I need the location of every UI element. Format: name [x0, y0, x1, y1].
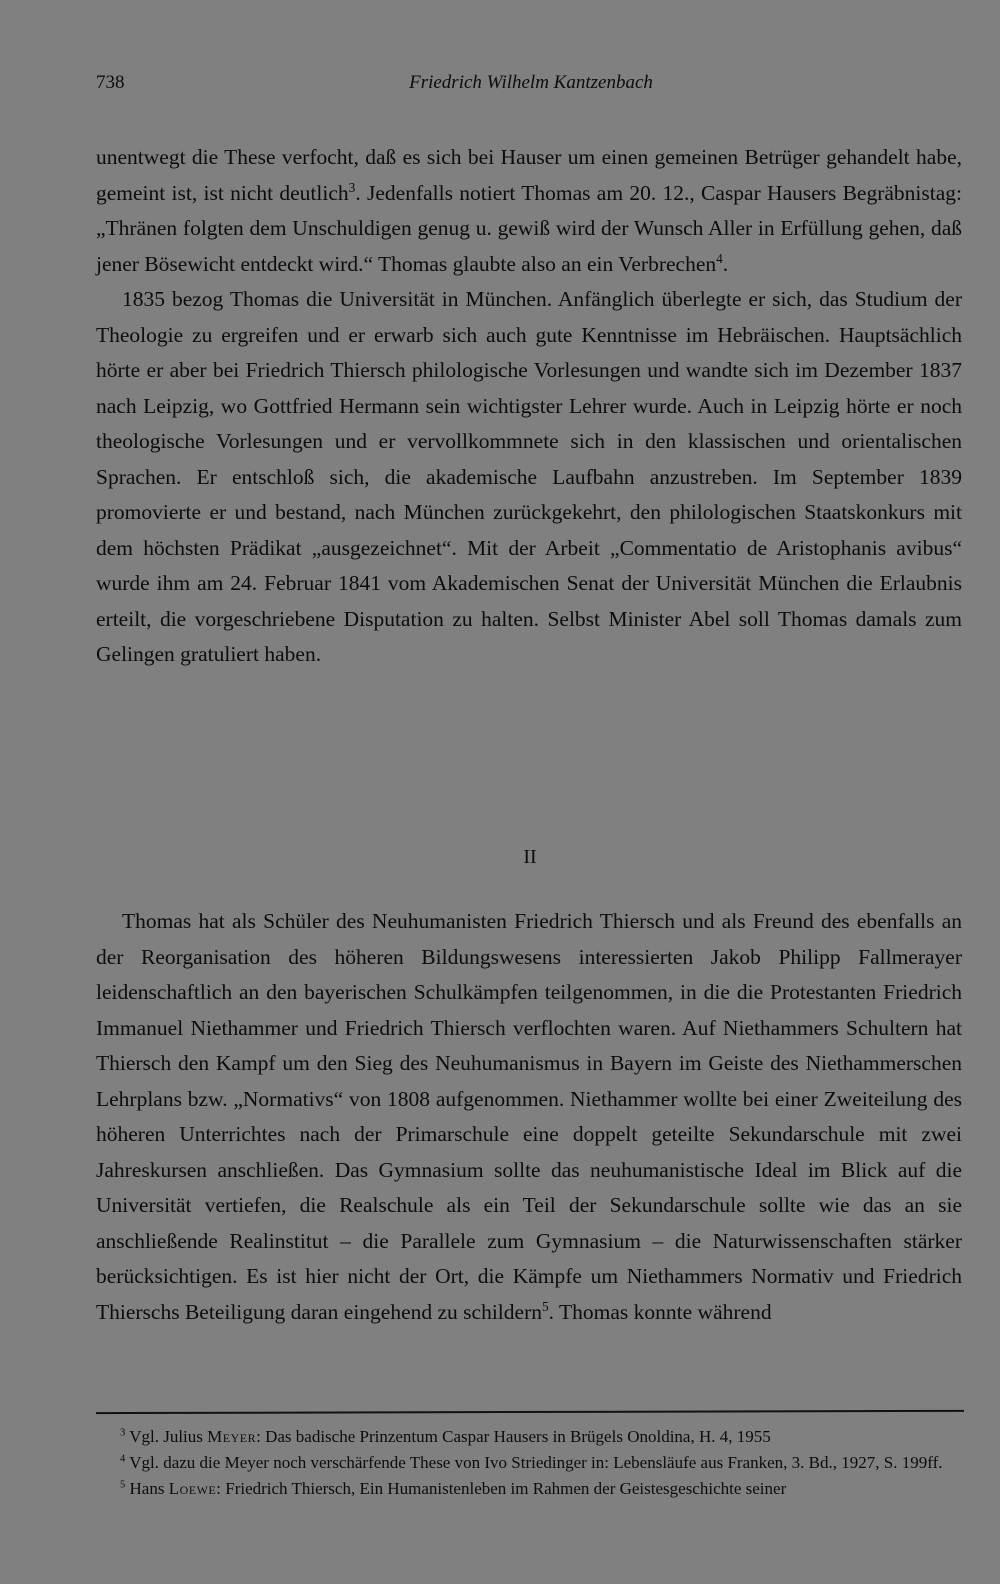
footnote-text: : Friedrich Thiersch, Ein Humanistenleben im Rahmen der Geistesgeschichte seiner: [216, 1479, 787, 1498]
footnote-number: 5: [120, 1479, 126, 1491]
footnote-text: : Das badische Prinzentum Caspar Hausers in Brügels Onoldina, H. 4, 1955: [256, 1427, 771, 1446]
footnote-ref: 4: [716, 250, 723, 266]
body-text-block: [96, 904, 962, 1330]
text-run: unentwegt die These verfocht, daß es sich bei Hauser um einen gemeinen Betrüger gehandelt habe, gemeint ist, ist nicht deutlich: [96, 145, 962, 205]
footnotes: [96, 1424, 962, 1502]
footnote: [96, 1476, 962, 1502]
text-run: . Jedenfalls notiert Thomas am 20. 12., Caspar Hausers Begräbnistag: „Thränen folgten dem Unschuldigen genug u. gewiß wird der Wunsch Aller in Erfüllung gehen, daß jener Bösewicht entdeckt wird.“ Thomas glaubte also an ein Verbrechen: [96, 180, 962, 276]
running-head: Friedrich Wilhelm Kantzenbach: [409, 72, 653, 93]
footnote-text: Vgl. dazu die Meyer noch verschärfende These von Ivo Striedinger in: Lebensläufe aus Franken, 3. Bd., 1927, S. 199ff.: [129, 1453, 943, 1472]
footnote-number: 4: [120, 1453, 126, 1465]
footnote-number: 3: [120, 1427, 126, 1439]
page-number: 738: [96, 72, 125, 93]
paragraph: [96, 140, 962, 282]
page-header: [96, 72, 966, 102]
paragraph: 1835 bezog Thomas die Universität in München. Anfänglich überlegte er sich, das Studium der Theologie zu ergreifen und er erwarb sich auch gute Kenntnisse im Hebräischen. Hauptsächlich hörte er aber bei Friedrich Thiersch philologische Vorlesungen und wandte sich im Dezember 1837 nach Leipzig, wo Gottfried Hermann sein wichtigster Lehrer wurde. Auch in Leipzig hörte er noch theologische Vorlesungen und er vervollkommnete sich in den klassischen und orientalischen Sprachen. Er entschloß sich, die akademische Laufbahn anzustreben. Im September 1839 promovierte er und bestand, nach München zurückgekehrt, den philologischen Staatskonkurs mit dem höchsten Prädikat „ausgezeichnet“. Mit der Arbeit „Commentatio de Aristophanis avibus“ wurde ihm am 24. Februar 1841 vom Akademischen Senat der Universität München die Erlaubnis erteilt, die vorgeschriebene Disputation zu halten. Selbst Minister Abel soll Thomas damals zum Gelingen gratuliert haben.: [96, 287, 962, 666]
section-heading: II: [523, 846, 537, 868]
author-name: Loewe: [168, 1479, 217, 1498]
text-run: . Thomas konnte während: [548, 1299, 772, 1324]
footnote-text: Hans: [129, 1479, 169, 1498]
author-name: Meyer: [207, 1427, 257, 1446]
footnote: [96, 1450, 962, 1476]
body-text-block: [96, 140, 962, 673]
footnote-ref: 5: [541, 1298, 549, 1314]
footnote-text: Vgl. Julius: [129, 1427, 208, 1446]
footnote-ref: 3: [348, 179, 356, 195]
paragraph: [96, 904, 962, 1330]
footnote-divider: [96, 1410, 964, 1414]
text-run: Thomas hat als Schüler des Neuhumanisten Friedrich Thiersch und als Freund des ebenfalls an der Reorganisation des höheren Bildungswesens interessierten Jakob Philipp Fallmerayer leidenschaftlich an den bayerischen Schulkämpfen teilgenommen, in die die Protestanten Friedrich Immanuel Niethammer und Friedrich Thiersch verflochten waren. Auf Niethammers Schultern hat Thiersch den Kampf um den Sieg des Neuhumanismus in Bayern im Geiste des Niethammerschen Lehrplans bzw. „Normativs“ von 1808 aufgenommen. Niethammer wollte bei einer Zweiteilung des höheren Unterrichtes nach der Primarschule eine doppelt geteilte Sekundarschule mit zwei Jahreskursen anschließen. Das Gymnasium sollte das neuhumanistische Ideal im Blick auf die Universität vertiefen, die Realschule als ein Teil der Sekundarschule sollte wie das an sie anschließende Realinstitut – die Parallele zum Gymnasium – die Naturwissenschaften stärker berücksichtigen. Es ist hier nicht der Ort, die Kämpfe um Niethammers Normativ und Friedrich Thierschs Beteiligung daran eingehend zu schildern: [96, 909, 962, 1324]
text-run: .: [722, 251, 729, 276]
footnote: [96, 1424, 962, 1450]
